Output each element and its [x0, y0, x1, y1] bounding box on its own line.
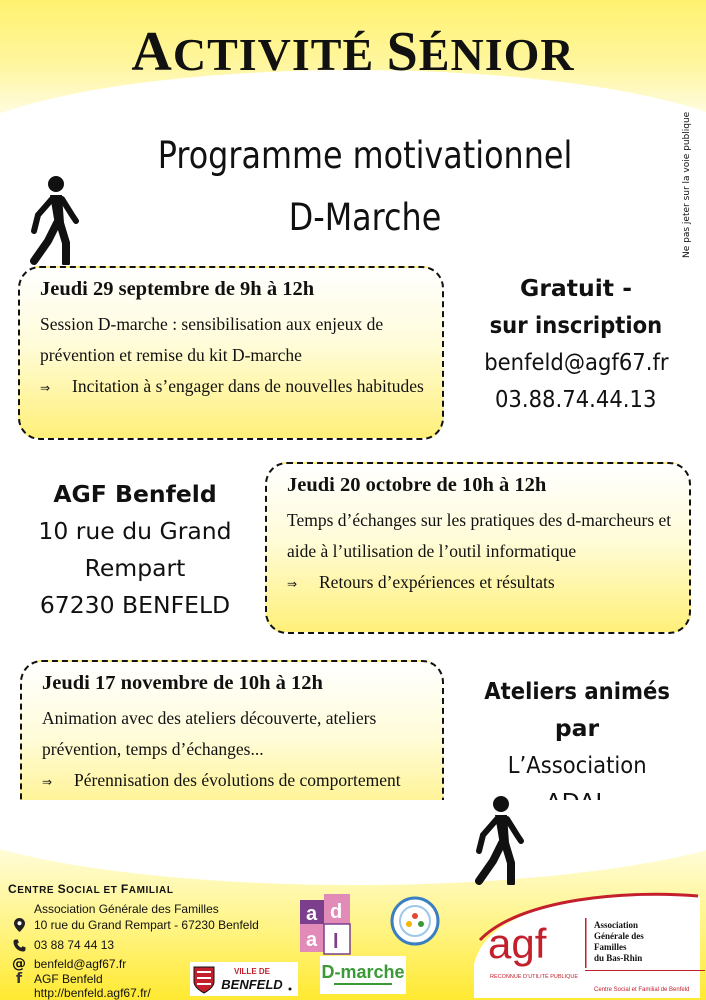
event-outcome: ⇒ Incitation à s’engager dans de nouvelles habitudes — [40, 371, 426, 404]
event-description: Session D-marche : sensibilisation aux enjeux de prévention et remise du kit D-marche — [40, 314, 384, 365]
phone-icon — [12, 938, 26, 952]
workshop-host: Ateliers animés par L’Association — [484, 677, 670, 779]
svg-text:du Bas-Rhin: du Bas-Rhin — [594, 953, 643, 963]
adal-logo — [300, 894, 352, 956]
svg-text:agf: agf — [488, 920, 547, 967]
subtitle-line-1: Programme motivationnel — [157, 134, 573, 177]
event-date: Jeudi 29 septembre de 9h à 12h — [40, 278, 315, 300]
arrow-right-icon: ⇒ — [42, 775, 53, 789]
svg-text:VILLE DE: VILLE DE — [233, 967, 271, 976]
svg-text:Familles: Familles — [594, 942, 627, 952]
subtitle-line-2: D-Marche — [288, 196, 442, 239]
walking-person-icon — [20, 175, 80, 265]
main-title: ACTIVITÉ SÉNIOR — [131, 21, 575, 83]
footer-phone: 03 88 74 44 13 — [12, 936, 114, 954]
walking-person-icon — [465, 795, 525, 885]
footer-organization: Association Générale des Familles — [34, 902, 219, 916]
registration-phone: 03.88.74.44.13 — [495, 385, 657, 413]
at-sign-icon: @ — [12, 956, 26, 972]
registration-info: Gratuit - sur inscription benfeld@agf67.fr 03.88.74.44.13 — [466, 270, 686, 418]
event-description: Animation avec des ateliers découverte, ateliers prévention, temps d’échanges... — [42, 708, 377, 759]
footer-facebook: f AGF Benfeld — [12, 970, 103, 988]
svg-text:Générale des: Générale des — [594, 931, 644, 941]
ville-de-benfeld-logo — [190, 962, 298, 996]
svg-text:D-marche: D-marche — [321, 962, 405, 982]
side-note: Ne pas jeter sur la voie publique — [682, 111, 692, 258]
arrow-right-icon: ⇒ — [287, 577, 298, 591]
arrow-right-icon: ⇒ — [40, 381, 51, 395]
footer-center-title: CENTRE SOCIAL ET FAMILIAL — [8, 882, 174, 896]
svg-text:Centre Social et Familial de B: Centre Social et Familial de Benfeld — [594, 987, 690, 993]
venue-address: AGF Benfeld 10 rue du Grand Rempart 67230 BENFELD — [38, 480, 232, 619]
event-description: Temps d’échanges sur les pratiques des d-marcheurs et aide à l’utilisation de l’outil informatique — [287, 510, 672, 561]
footer-address: 10 rue du Grand Rempart - 67230 Benfeld — [12, 916, 259, 934]
svg-text:RECONNUE D’UTILITÉ PUBLIQUE: RECONNUE D’UTILITÉ PUBLIQUE — [490, 974, 579, 980]
svg-text:Association: Association — [594, 920, 639, 930]
registration-email: benfeld@agf67.fr — [483, 348, 669, 376]
event-outcome: ⇒ Retours d’expériences et résultats — [287, 567, 673, 600]
facebook-icon: f — [15, 971, 23, 987]
svg-text:BENFELD: BENFELD — [221, 977, 283, 992]
d-marche-logo — [320, 956, 406, 994]
footer-email: @ benfeld@agf67.fr — [12, 956, 127, 972]
svg-text:l: l — [333, 931, 339, 953]
agf-logo — [460, 880, 706, 1000]
event-card-september — [18, 266, 444, 440]
footer-website: http://benfeld.agf67.fr/ — [34, 986, 151, 1000]
event-card-october — [265, 462, 691, 634]
svg-text:a: a — [306, 903, 318, 925]
svg-text:d: d — [330, 901, 343, 923]
event-outcome: ⇒ Pérennisation des évolutions de comportement — [42, 765, 426, 798]
svg-text:a: a — [306, 929, 318, 951]
event-date: Jeudi 20 octobre de 10h à 12h — [287, 474, 547, 496]
location-pin-icon — [12, 918, 26, 932]
partner-seal-logo — [390, 896, 440, 946]
event-date: Jeudi 17 novembre de 10h à 12h — [42, 672, 323, 694]
